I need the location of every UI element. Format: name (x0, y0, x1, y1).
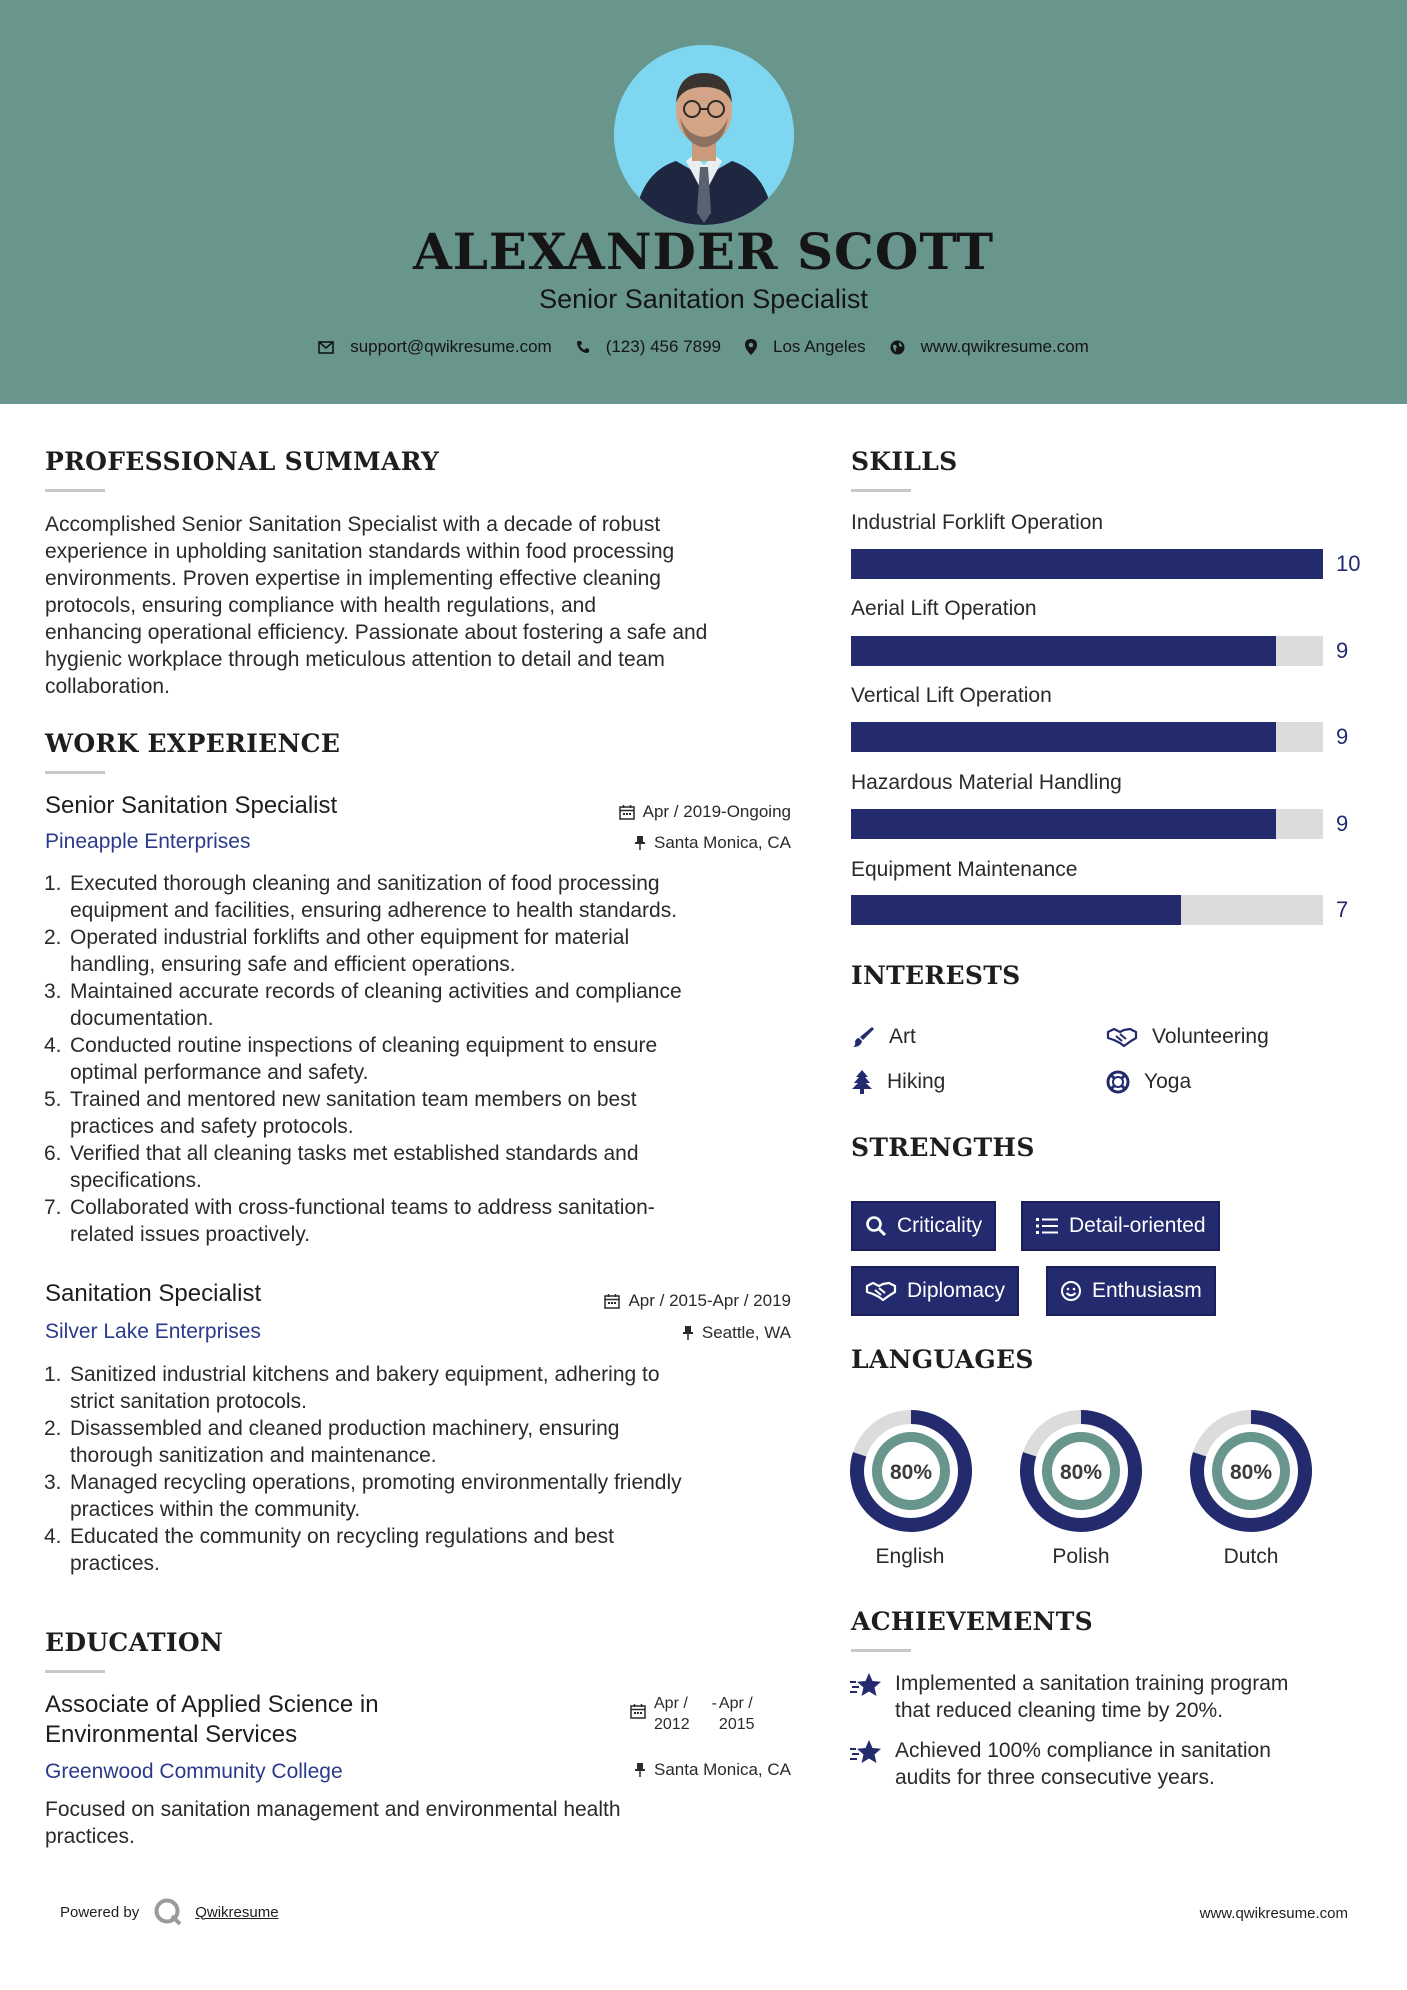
job-date (604, 1291, 791, 1311)
education-heading: EDUCATION (45, 1628, 224, 1657)
skill-value: 10 (1336, 551, 1361, 576)
strength-chip: Detail-oriented (1021, 1201, 1220, 1251)
job-location-text: Santa Monica, CA (653, 833, 791, 852)
summary-line: enhancing operational efficiency. Passionate about fostering a safe and (45, 621, 708, 644)
job-bullets (44, 870, 812, 1248)
skill-name: Equipment Maintenance (851, 858, 1078, 881)
list-item: 5. Trained and mentored new sanitation team members on best practices and safety protocols. (44, 1088, 637, 1138)
interest-art: Art (851, 1025, 916, 1049)
job-title: Sanitation Specialist (45, 1280, 262, 1307)
summary-line: hygienic workplace through meticulous attention to detail and team (45, 648, 665, 671)
summary-text (45, 511, 805, 700)
education-location-text: Santa Monica, CA (653, 1760, 791, 1779)
contact-email-text: support@qwikresume.com (350, 337, 552, 356)
contact-email[interactable] (318, 337, 552, 357)
list-item: 1. Executed thorough cleaning and sanitization of food processing equipment and facilities, ensuring adherence to health standards. (44, 872, 678, 922)
list-item: 2. Operated industrial forklifts and other equipment for material handling, ensuring safe and efficient operations. (44, 926, 630, 976)
skill-bar-fill (851, 722, 1276, 752)
skill-bar-track (851, 549, 1323, 579)
education-heading-rule (45, 1670, 105, 1673)
list-item: 4. Conducted routine inspections of cleaning equipment to ensure optimal performance and safety. (44, 1034, 658, 1084)
language-name: Polish (1052, 1545, 1110, 1568)
company-name: Silver Lake Enterprises (45, 1320, 261, 1343)
envelope-icon (318, 341, 334, 354)
interest-yoga: Yoga (1106, 1070, 1191, 1094)
list-item: 4. Educated the community on recycling regulations and best practices. (44, 1525, 614, 1575)
candidate-title: Senior Sanitation Specialist (539, 284, 868, 314)
star-icon (849, 1670, 883, 1700)
gauge-label: 80% (889, 1461, 933, 1484)
phone-icon (576, 340, 590, 354)
achievements-heading-rule (851, 1649, 911, 1652)
interest-hiking: Hiking (851, 1070, 945, 1094)
list-icon (1035, 1216, 1059, 1236)
list-item: 6. Verified that all cleaning tasks met established standards and specifications. (44, 1142, 639, 1192)
job-date-text: Apr / 2019-Ongoing (642, 802, 791, 821)
resume-header (0, 0, 1407, 404)
avatar (614, 45, 794, 225)
summary-heading: PROFESSIONAL SUMMARY (45, 447, 440, 476)
education-end: Apr / 2015 (718, 1695, 755, 1733)
skill-bar-track (851, 722, 1323, 752)
language-gauges (840, 1400, 1400, 1540)
handshake-icon (865, 1280, 897, 1302)
qwikresume-link[interactable]: Qwikresume (195, 1903, 279, 1921)
education-location (634, 1760, 791, 1780)
school-name: Greenwood Community College (45, 1760, 343, 1783)
skills-heading-rule (851, 489, 911, 492)
star-icon (849, 1737, 883, 1767)
skill-bar-fill (851, 809, 1276, 839)
job-location (682, 1323, 791, 1343)
list-item: 1. Sanitized industrial kitchens and bakery equipment, adhering to strict sanitation protocols. (44, 1363, 660, 1413)
skill-name: Vertical Lift Operation (851, 684, 1052, 707)
job-location-text: Seattle, WA (701, 1323, 791, 1342)
degree-title: Associate of Applied Science in Environmental Services (45, 1691, 379, 1748)
job-date (619, 802, 791, 822)
achievement-item (849, 1737, 1369, 1791)
achievements-heading: ACHIEVEMENTS (851, 1607, 1093, 1636)
job-location (634, 833, 791, 853)
skill-name: Aerial Lift Operation (851, 597, 1037, 620)
skill-value: 9 (1336, 811, 1349, 836)
profile-photo (614, 45, 794, 225)
candidate-name: ALEXANDER SCOTT (412, 222, 995, 281)
qwikresume-logo-icon (153, 1897, 183, 1927)
search-icon (865, 1215, 887, 1237)
summary-line: environments. Proven expertise in implementing effective cleaning (45, 567, 661, 590)
gauge-label: 80% (1229, 1461, 1273, 1484)
contact-website-text: www.qwikresume.com (920, 337, 1089, 356)
achievement-item (849, 1670, 1369, 1724)
calendar-icon (604, 1293, 620, 1309)
contact-location (745, 337, 866, 357)
pushpin-icon (634, 835, 646, 851)
skill-value: 7 (1336, 897, 1349, 922)
company-name: Pineapple Enterprises (45, 830, 251, 853)
language-gauge-polish (1027, 1417, 1135, 1525)
interests-heading: INTERESTS (851, 961, 1021, 990)
pushpin-icon (634, 1762, 646, 1778)
handshake-icon (1106, 1026, 1138, 1048)
skill-value: 9 (1336, 724, 1349, 749)
skill-bar-track (851, 809, 1323, 839)
languages-heading: LANGUAGES (851, 1345, 1034, 1374)
paintbrush-icon (851, 1025, 875, 1049)
skill-bar-fill (851, 549, 1323, 579)
list-item: 7. Collaborated with cross-functional teams to address sanitation- related issues proactively. (44, 1196, 655, 1246)
summary-heading-rule (45, 489, 105, 492)
list-item: 3. Maintained accurate records of cleaning activities and compliance documentation. (44, 980, 682, 1030)
job-date-text: Apr / 2015-Apr / 2019 (628, 1291, 791, 1310)
skill-bar-fill (851, 895, 1181, 925)
education-start: Apr / 2012 (654, 1695, 690, 1733)
contact-location-text: Los Angeles (773, 337, 866, 356)
language-name: Dutch (1223, 1545, 1279, 1568)
interest-volunteering: Volunteering (1106, 1025, 1269, 1049)
skills-heading: SKILLS (851, 447, 958, 476)
contact-bar (0, 337, 1407, 357)
pushpin-icon (682, 1325, 694, 1341)
strength-chip: Enthusiasm (1046, 1266, 1216, 1316)
gauge-label: 80% (1059, 1461, 1103, 1484)
map-pin-icon (745, 339, 757, 355)
smile-icon (1060, 1280, 1082, 1302)
footer-powered-by (60, 1897, 279, 1927)
contact-phone[interactable] (576, 337, 721, 357)
achievement-text: Achieved 100% compliance in sanitation audits for three consecutive years. (895, 1739, 1271, 1789)
language-gauge-dutch (1197, 1417, 1305, 1525)
tree-icon (851, 1070, 873, 1094)
skill-bar-track (851, 636, 1323, 666)
strengths-heading: STRENGTHS (851, 1133, 1035, 1162)
education-description: Focused on sanitation management and environmental health practices. (45, 1798, 621, 1848)
language-name: English (875, 1545, 945, 1568)
achievement-text: Implemented a sanitation training program that reduced cleaning time by 20%. (895, 1672, 1289, 1722)
globe-icon (890, 340, 905, 355)
strength-chip: Criticality (851, 1201, 996, 1251)
education-dates: Apr / 2012 - Apr / 2015 (630, 1693, 755, 1735)
strength-chip: Diplomacy (851, 1266, 1019, 1316)
calendar-icon (630, 1703, 646, 1719)
contact-phone-text: (123) 456 7899 (605, 337, 722, 356)
calendar-icon (619, 804, 635, 820)
powered-by-text: Powered by (60, 1903, 140, 1921)
skill-name: Industrial Forklift Operation (851, 511, 1104, 534)
language-gauge-english (857, 1417, 965, 1525)
skill-bar-track (851, 895, 1323, 925)
skill-bar-fill (851, 636, 1276, 666)
list-item: 3. Managed recycling operations, promoting environmentally friendly practices within the community. (44, 1471, 682, 1521)
summary-line: experience in upholding sanitation standards within food processing (45, 540, 675, 563)
contact-website[interactable] (890, 337, 1089, 357)
footer-site[interactable]: www.qwikresume.com (1199, 1905, 1348, 1922)
experience-heading-rule (45, 771, 105, 774)
job-bullets (44, 1361, 812, 1577)
skill-name: Hazardous Material Handling (851, 771, 1122, 794)
lifering-icon (1106, 1070, 1130, 1094)
summary-line: protocols, ensuring compliance with health regulations, and (45, 594, 596, 617)
job-title: Senior Sanitation Specialist (45, 792, 338, 819)
experience-heading: WORK EXPERIENCE (45, 729, 341, 758)
skill-value: 9 (1336, 638, 1349, 663)
summary-line: collaboration. (45, 675, 170, 698)
list-item: 2. Disassembled and cleaned production machinery, ensuring thorough sanitization and maintenance. (44, 1417, 620, 1467)
summary-line: Accomplished Senior Sanitation Specialist with a decade of robust (45, 513, 661, 536)
